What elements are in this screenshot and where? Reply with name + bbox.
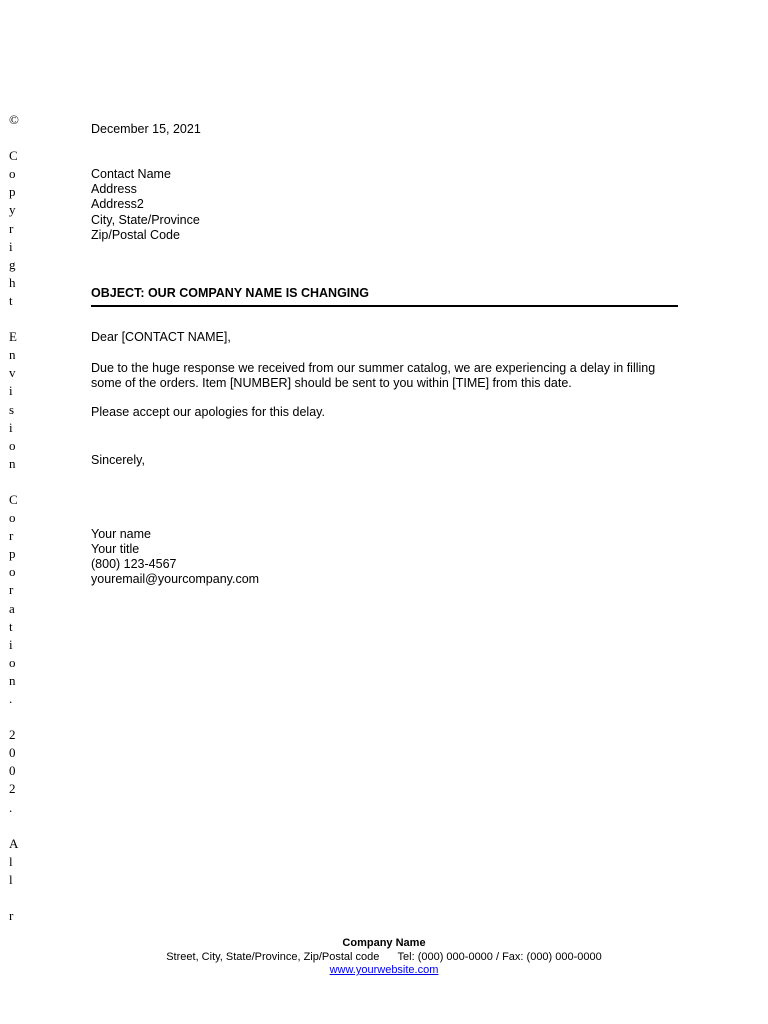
- copyright-char: C: [9, 491, 18, 507]
- copyright-char: [9, 129, 19, 147]
- copyright-char: l: [9, 871, 13, 887]
- copyright-char: n: [9, 455, 16, 471]
- copyright-char: t: [9, 292, 13, 308]
- copyright-char: [9, 310, 19, 328]
- signature-title: Your title: [91, 542, 140, 556]
- copyright-char: C: [9, 148, 18, 164]
- copyright-vertical-strip: [9, 111, 19, 925]
- copyright-char: a: [9, 600, 15, 616]
- copyright-char: h: [9, 274, 16, 290]
- greeting: Dear [CONTACT NAME],: [91, 330, 231, 344]
- copyright-char: o: [9, 510, 16, 526]
- copyright-char: i: [9, 383, 13, 399]
- copyright-char: 2: [9, 781, 16, 797]
- closing: Sincerely,: [91, 453, 145, 467]
- copyright-char: .: [9, 799, 13, 815]
- copyright-char: 0: [9, 763, 16, 779]
- copyright-char: 0: [9, 745, 16, 761]
- copyright-char: n: [9, 672, 16, 688]
- letter-footer: [0, 937, 768, 978]
- signature-name: Your name: [91, 527, 151, 541]
- footer-address-line: Street, City, State/Province, Zip/Postal code Tel: (000) 000-0000 / Fax: (000) 000-0000: [166, 950, 602, 963]
- body-paragraph-2: Please accept our apologies for this delay.: [91, 405, 325, 419]
- copyright-char: E: [9, 329, 17, 345]
- copyright-char: [9, 708, 19, 726]
- copyright-char: n: [9, 347, 16, 363]
- copyright-char: v: [9, 365, 16, 381]
- copyright-char: o: [9, 437, 16, 453]
- copyright-char: i: [9, 238, 13, 254]
- copyright-char: .: [9, 691, 13, 706]
- recipient-block: [91, 167, 200, 243]
- copyright-char: ©: [9, 112, 19, 127]
- copyright-char: r: [9, 528, 14, 544]
- copyright-char: y: [9, 202, 16, 218]
- letter-date: December 15, 2021: [91, 122, 201, 136]
- copyright-char: t: [9, 618, 13, 634]
- copyright-char: [9, 473, 19, 491]
- copyright-char: i: [9, 636, 13, 652]
- body-paragraph-1: Due to the huge response we received from our summer catalog, we are experiencing a delay in filling some of the orders. Item [NUMBER] should be sent to you within [TIME] from this date.: [91, 361, 656, 390]
- subject-line: OBJECT: OUR COMPANY NAME IS CHANGING: [91, 286, 370, 300]
- copyright-char: o: [9, 654, 16, 670]
- copyright-char: i: [9, 419, 13, 435]
- copyright-char: o: [9, 564, 16, 580]
- copyright-char: [9, 817, 19, 835]
- footer-company-name: Company Name: [342, 937, 426, 949]
- subject-divider: [91, 305, 678, 307]
- copyright-char: s: [9, 401, 15, 417]
- recipient-address1: Address: [91, 182, 137, 197]
- copyright-char: r: [9, 220, 14, 236]
- footer-website-link[interactable]: www.yourwebsite.com: [329, 964, 439, 976]
- signature-block: [91, 527, 259, 587]
- recipient-name: Contact Name: [91, 167, 171, 181]
- copyright-char: l: [9, 853, 13, 869]
- recipient-zip: Zip/Postal Code: [91, 227, 180, 242]
- copyright-char: p: [9, 184, 16, 200]
- copyright-char: A: [9, 835, 19, 851]
- signature-phone: (800) 123-4567: [91, 557, 177, 571]
- copyright-char: o: [9, 166, 16, 182]
- recipient-city: City, State/Province: [91, 212, 200, 227]
- copyright-char: p: [9, 546, 16, 562]
- copyright-char: r: [9, 582, 14, 598]
- copyright-char: r: [9, 908, 14, 924]
- copyright-char: g: [9, 256, 16, 272]
- copyright-char: [9, 889, 19, 907]
- recipient-address2: Address2: [91, 197, 144, 212]
- signature-email: youremail@yourcompany.com: [91, 572, 260, 586]
- copyright-char: 2: [9, 727, 16, 743]
